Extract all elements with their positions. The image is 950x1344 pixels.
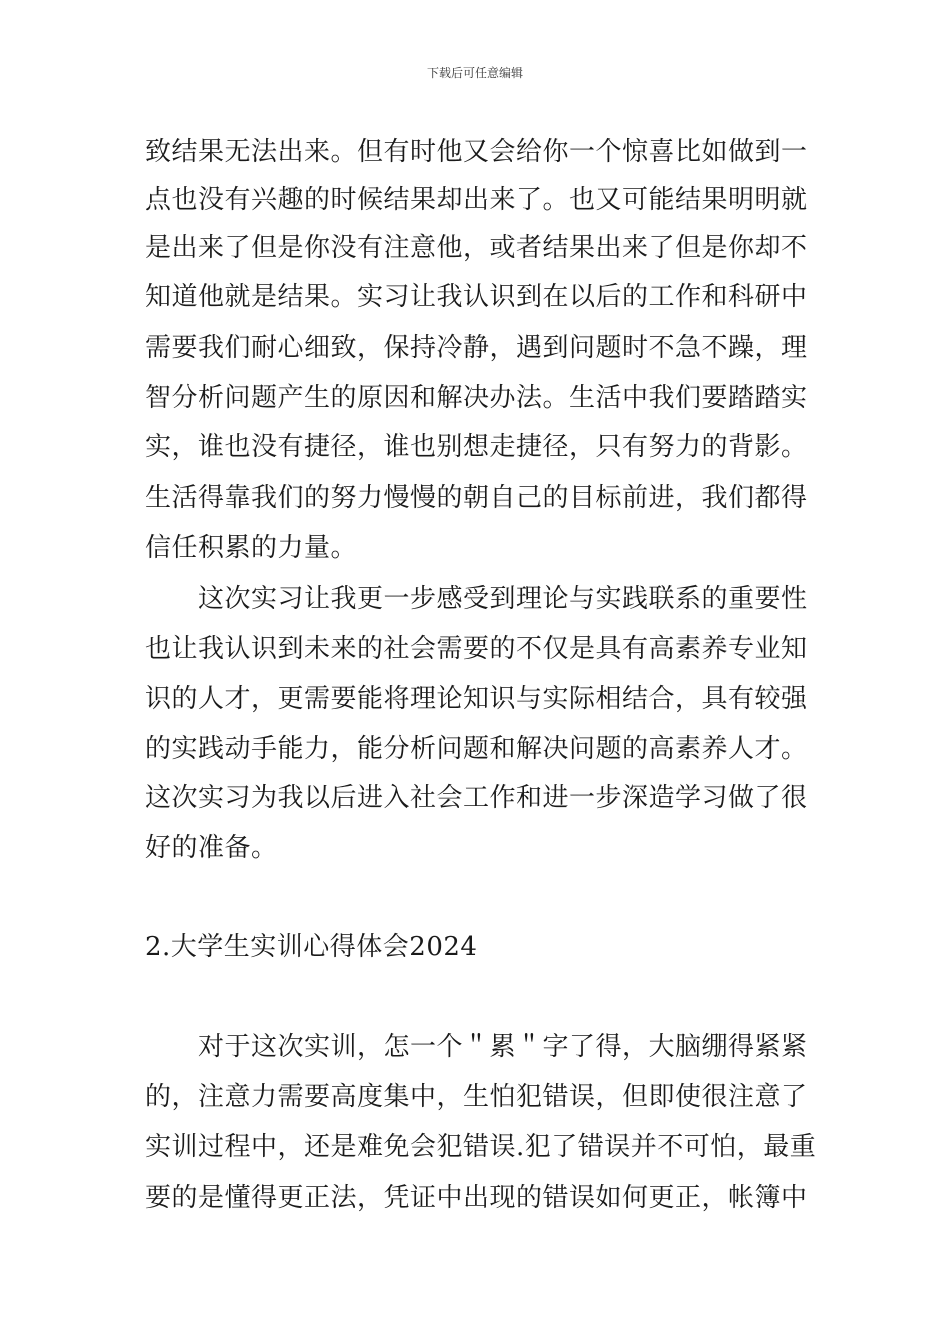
body-text-line: 对于这次实训，怎一个＂累＂字了得，大脑绷得紧紧 bbox=[198, 1032, 808, 1062]
body-text-line: 需要我们耐心细致，保持冷静，遇到问题时不急不躁，理 bbox=[145, 333, 808, 363]
body-text-line: 知道他就是结果。实习让我认识到在以后的工作和科研中 bbox=[145, 282, 808, 312]
body-text-line: 也让我认识到未来的社会需要的不仅是具有高素养专业知 bbox=[145, 634, 808, 664]
body-text-line: 的，注意力需要高度集中，生怕犯错误，但即使很注意了 bbox=[145, 1082, 808, 1112]
section-heading: 2.大学生实训心得体会2024 bbox=[145, 932, 478, 962]
body-text-line: 实训过程中，还是难免会犯错误.犯了错误并不可怕，最重 bbox=[145, 1132, 817, 1162]
body-text-line: 是出来了但是你没有注意他，或者结果出来了但是你却不 bbox=[145, 233, 808, 263]
body-text-line: 点也没有兴趣的时候结果却出来了。也又可能结果明明就 bbox=[145, 185, 808, 215]
body-text-line: 好的准备。 bbox=[145, 833, 278, 863]
body-text-line: 实，谁也没有捷径，谁也别想走捷径，只有努力的背影。 bbox=[145, 432, 808, 462]
body-text-line: 致结果无法出来。但有时他又会给你一个惊喜比如做到一 bbox=[145, 137, 808, 167]
body-text-line: 这次实习为我以后进入社会工作和进一步深造学习做了很 bbox=[145, 783, 808, 813]
body-text-line: 这次实习让我更一步感受到理论与实践联系的重要性 bbox=[198, 584, 808, 614]
page-header: 下载后可任意编辑 bbox=[426, 66, 523, 80]
body-text-line: 要的是懂得更正法，凭证中出现的错误如何更正，帐簿中 bbox=[145, 1183, 808, 1213]
body-text-line: 识的人才，更需要能将理论知识与实际相结合，具有较强 bbox=[145, 684, 808, 714]
body-text-line: 的实践动手能力，能分析问题和解决问题的高素养人才。 bbox=[145, 734, 808, 764]
body-text-line: 智分析问题产生的原因和解决办法。生活中我们要踏踏实 bbox=[145, 383, 808, 413]
body-text-line: 生活得靠我们的努力慢慢的朝自己的目标前进，我们都得 bbox=[145, 483, 808, 513]
body-text-line: 信任积累的力量。 bbox=[145, 533, 358, 563]
